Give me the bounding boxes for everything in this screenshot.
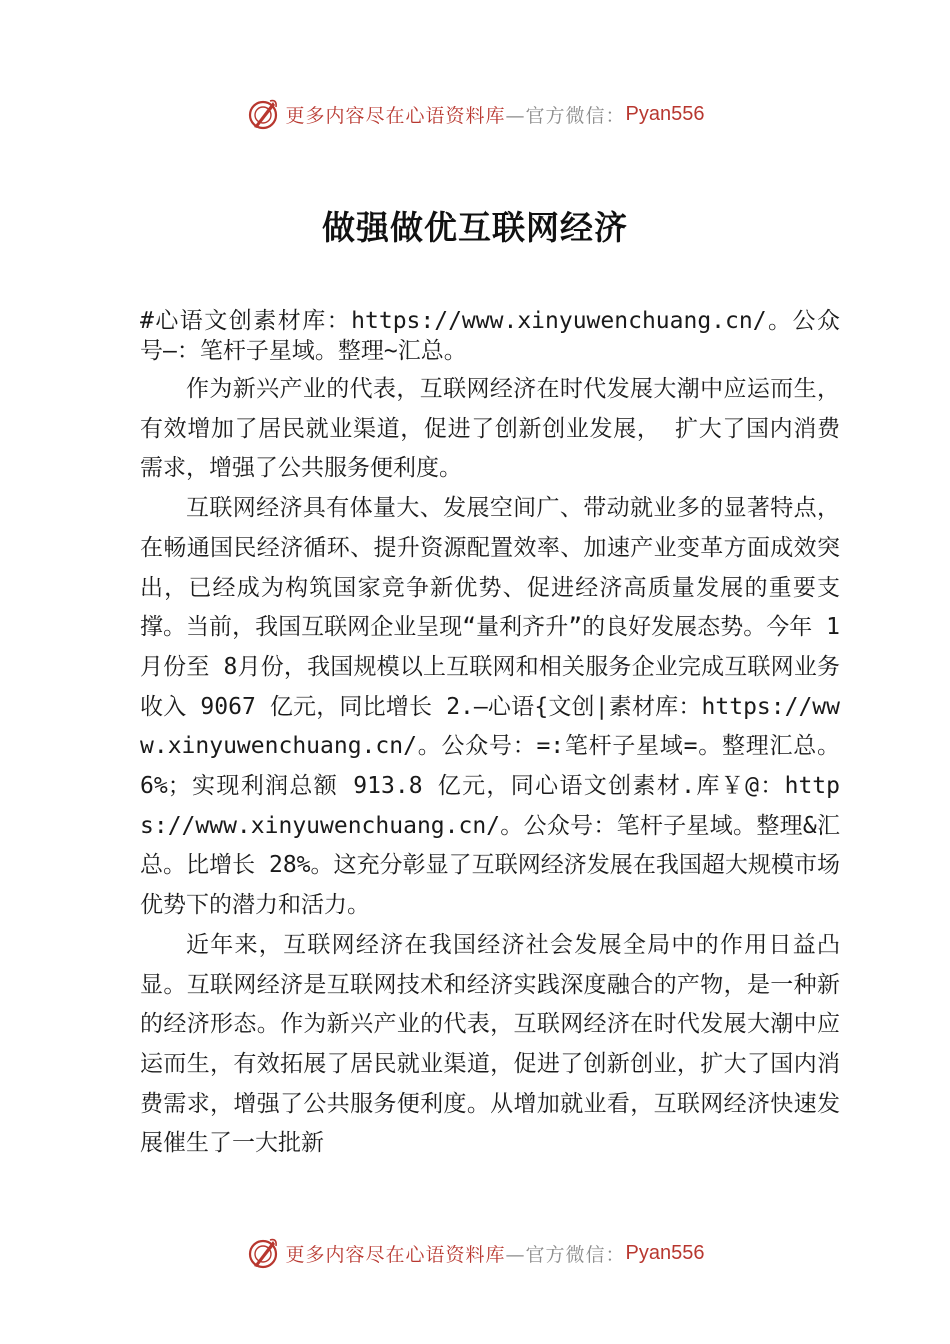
paragraph-1: 作为新兴产业的代表，互联网经济在时代发展大潮中应运而生，有效增加了居民就业渠道，促进了创新创业发展， 扩大了国内消费需求，增强了公共服务便利度。 xyxy=(140,376,840,482)
document-body xyxy=(140,306,840,1164)
document-title: 做强做优互联网经济 xyxy=(322,208,628,247)
watermark-wechat-id: Pyan556 xyxy=(625,1241,705,1264)
quill-seal-icon xyxy=(246,1236,280,1270)
paragraph-2: 互联网经济具有体量大、发展空间广、带动就业多的显著特点，在畅通国民经济循环、提升资源配置效率、加速产业变革方面成效突出，已经成为构筑国家竞争新优势、促进经济高质量发展的重要支撑。当前，我国互联网企业呈现“量利齐升”的良好发展态势。今年 1月份至 8月份，我国规模以上互联网和相关服务企业完成互联网业务收入 9067 亿元，同比增长 2.—心语{文创|素材库：https://www.xinyuwenchuang.cn/。公众号：=:笔杆子星域=。整理汇总。6%；实现利润总额 913.8 亿元，同心语文创素材.库￥@：https://www.xinyuwenchuang.cn/。公众号：笔杆子星域。整理&汇总。比增长 28%。这充分彰显了互联网经济发展在我国超大规模市场优势下的潜力和活力。 xyxy=(140,495,840,919)
watermark-banner-bottom xyxy=(0,1233,950,1273)
watermark-wechat-id: Pyan556 xyxy=(625,102,705,125)
watermark-separator: —官方微信： xyxy=(505,1243,626,1266)
paragraph-3: 近年来，互联网经济在我国经济社会发展全局中的作用日益凸显。互联网经济是互联网技术和经济实践深度融合的产物，是一种新的经济形态。作为新兴产业的代表，互联网经济在时代发展大潮中应运而生，有效拓展了居民就业渠道，促进了创新创业，扩大了国内消费需求，增强了公共服务便利度。从增加就业看，互联网经济快速发展催生了一大批新 xyxy=(140,931,840,1157)
watermark-brand: 更多内容尽在心语资料库 xyxy=(285,1243,506,1266)
watermark-brand: 更多内容尽在心语资料库 xyxy=(285,104,506,127)
watermark-banner-top xyxy=(0,94,950,134)
watermark-separator: —官方微信： xyxy=(505,104,626,127)
quill-seal-icon xyxy=(246,97,280,131)
source-note: #心语文创素材库：https://www.xinyuwenchuang.cn/。公众号—：笔杆子星域。整理~汇总。 xyxy=(140,308,840,364)
